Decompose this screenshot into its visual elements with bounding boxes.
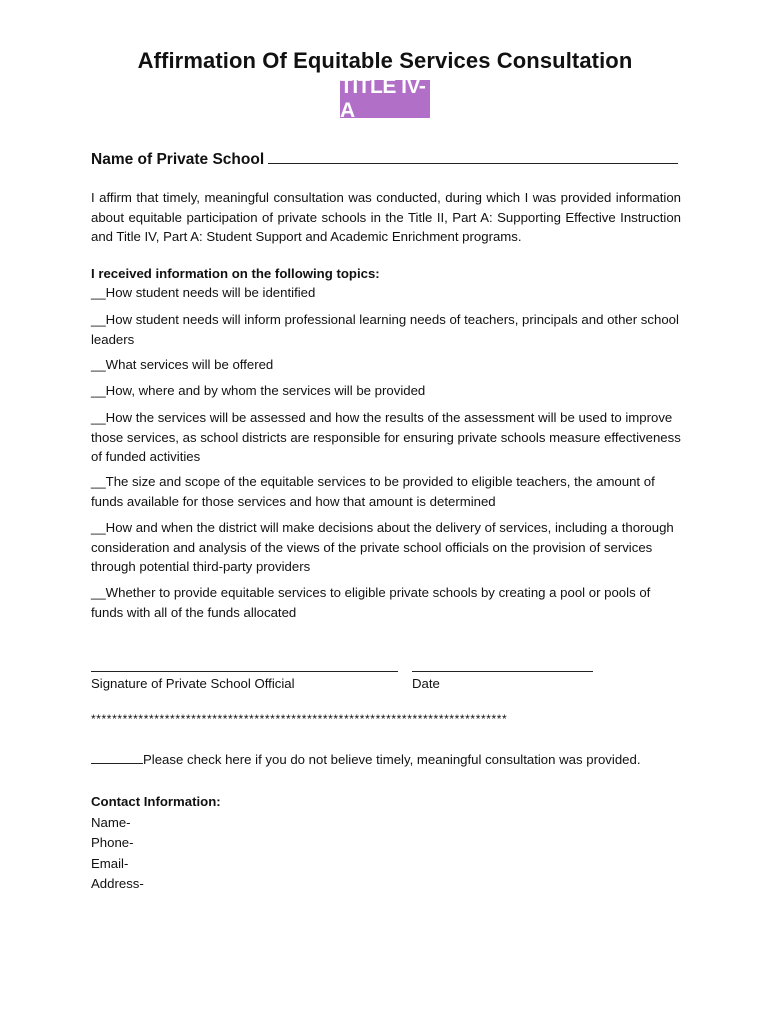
document-title: Affirmation Of Equitable Services Consultation	[137, 48, 633, 73]
topic-item: __How and when the district will make decisions about the delivery of services, including a thorough consideration and analysis of the views of the private school officials on the provision of services through potential third-party providers	[91, 520, 674, 574]
check-text: Please check here if you do not believe timely, meaningful consultation was provided.	[143, 752, 641, 767]
signature-line[interactable]	[91, 671, 398, 672]
private-school-name-row	[91, 149, 678, 169]
topic-item: __How, where and by whom the services will be provided	[91, 383, 426, 398]
contact-heading: Contact Information:	[91, 794, 221, 809]
contact-name-label: Name-	[91, 815, 131, 830]
topics-heading: I received information on the following topics:	[91, 266, 380, 281]
check-blank[interactable]	[91, 751, 143, 764]
private-school-name-field[interactable]	[268, 149, 678, 164]
date-label: Date	[412, 676, 440, 691]
contact-phone-label: Phone-	[91, 835, 134, 850]
contact-address-label: Address-	[91, 876, 144, 891]
signature-label: Signature of Private School Official	[91, 676, 295, 691]
section-separator: *******************************************************************************	[91, 712, 508, 726]
date-line[interactable]	[412, 671, 593, 672]
affirmation-paragraph: I affirm that timely, meaningful consultation was conducted, during which I was provided information about equitable participation of private schools in the Title II, Part A: Supporting Effective Instruction and Title IV, Part A: Student Support and Academic Enrichment programs.	[91, 190, 681, 244]
topic-item: __Whether to provide equitable services to eligible private schools by creating a pool or pools of funds with all of the funds allocated	[91, 585, 651, 620]
topic-item: __How student needs will be identified	[91, 285, 316, 300]
topic-item: __The size and scope of the equitable services to be provided to eligible teachers, the amount of funds available for those services and how that amount is determined	[91, 474, 655, 509]
topic-item: __What services will be offered	[91, 357, 274, 372]
private-school-name-label: Name of Private School	[91, 151, 265, 168]
topic-item: __How student needs will inform professional learning needs of teachers, principals and other school leaders	[91, 312, 679, 347]
contact-email-label: Email-	[91, 856, 129, 871]
check-row	[91, 750, 711, 770]
title-iv-a-badge: TITLE IV-A	[340, 80, 430, 118]
topic-item: __How the services will be assessed and how the results of the assessment will be used to improve those services, as school districts are responsible for ensuring private schools measure effectiveness of funded activities	[91, 410, 681, 464]
